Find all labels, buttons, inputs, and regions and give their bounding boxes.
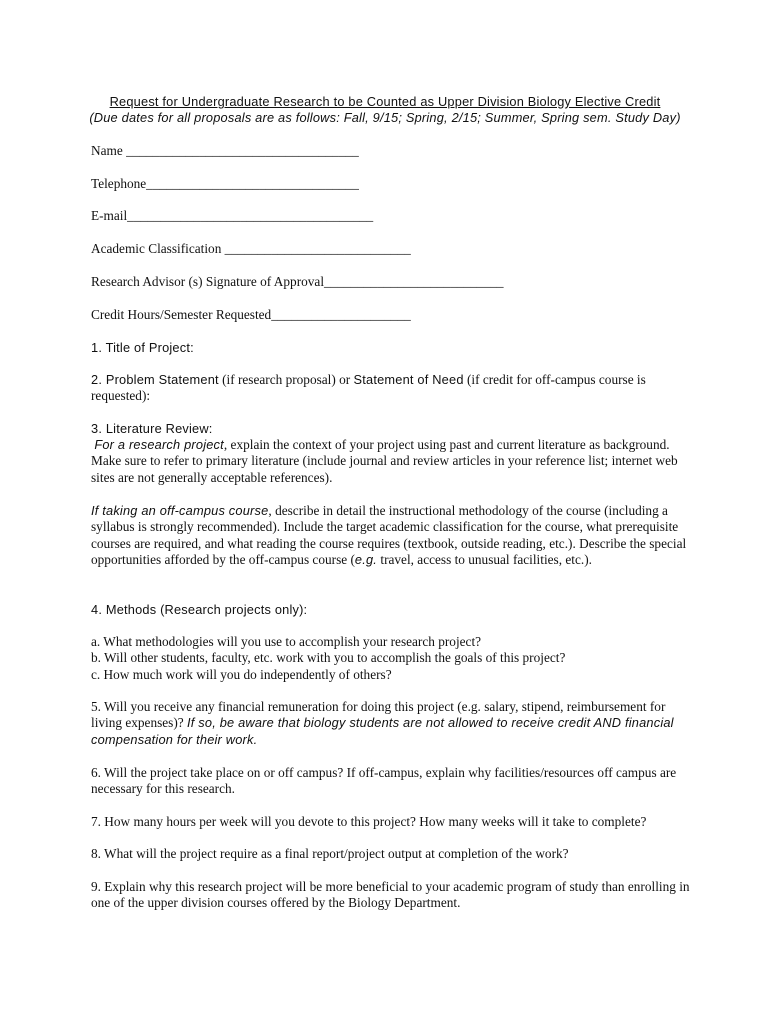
section-literature-review: 3. Literature Review: <box>91 421 213 436</box>
financial-question: 5. Will you receive any financial remuneration for doing this project (e.g. salary, stipend, reimbursement for living expenses)? <box>91 699 666 731</box>
financial-warning: If so, be aware that biology students are not allowed to receive credit AND financial compensation for their work. <box>91 715 674 747</box>
document-title: Request for Undergraduate Research to be Counted as Upper Division Biology Elective Credit <box>109 94 661 109</box>
literature-review-paragraph-2 <box>91 503 691 568</box>
section-hours-per-week: 7. How many hours per week will you devote to this project? How many weeks will it take to complete? <box>91 814 647 829</box>
section-problem-statement <box>91 372 691 405</box>
statement-of-need-label: Statement of Need <box>353 372 464 387</box>
telephone-field: Telephone________________________________ <box>91 176 359 191</box>
document-header <box>0 94 770 127</box>
literature-review-p1-text: , explain the context of your project using past and current literature as background. Make sure to refer to primary literature (include journal and review articles in your reference list; internet web sites are not generally acceptable references). <box>91 437 678 485</box>
email-field: E-mail_____________________________________ <box>91 208 374 223</box>
section-final-report: 8. What will the project require as a final report/project output at completion of the work? <box>91 846 569 861</box>
methods-question-a: a. What methodologies will you use to accomplish your research project? <box>91 634 482 649</box>
eg-abbrev: e.g. <box>354 551 378 567</box>
methods-question-b: b. Will other students, faculty, etc. work with you to accomplish the goals of this project? <box>91 650 566 666</box>
problem-statement-mid: (if research proposal) or <box>218 372 354 387</box>
academic-classification-field: Academic Classification ____________________________ <box>91 241 411 256</box>
credit-hours-field: Credit Hours/Semester Requested_____________________ <box>91 307 411 322</box>
name-field: Name ___________________________________ <box>91 143 359 158</box>
literature-review-p2-text: , describe in detail the instructional methodology of the course (including a syllabus is strongly recommended). Include the target academic classification for the course, what prerequisite courses are required, and what reading the course requires (textbook, outside reading, etc.). Describe the special opportunities afforded by the off-campus course ( <box>91 503 687 567</box>
section-financial-remuneration <box>91 699 691 748</box>
methods-question-c: c. How much work will you do independently of others? <box>91 666 392 682</box>
due-dates-note: (Due dates for all proposals are as follows: Fall, 9/15; Spring, 2/15; Summer, Spring sem. Study Day) <box>89 110 681 126</box>
research-project-lead: For a research project <box>94 437 224 452</box>
section-campus-location: 6. Will the project take place on or off campus? If off-campus, explain why facilities/resources off campus are necessary for this research. <box>91 765 677 797</box>
section-benefit-explanation: 9. Explain why this research project will be more beneficial to your academic program of study than enrolling in one of the upper division courses offered by the Biology Department. <box>91 879 690 911</box>
literature-review-p2-end: travel, access to unusual facilities, etc.). <box>377 551 592 567</box>
off-campus-course-lead: If taking an off-campus course <box>91 503 269 518</box>
problem-statement-rest: (if credit for off-campus course is requested): <box>91 372 646 404</box>
problem-statement-label: 2. Problem Statement <box>91 372 219 387</box>
section-title-of-project: 1. Title of Project: <box>91 340 194 355</box>
advisor-signature-field: Research Advisor (s) Signature of Approval___________________________ <box>91 274 504 289</box>
methods-questions <box>91 634 691 683</box>
literature-review-paragraph-1 <box>91 437 691 486</box>
section-methods: 4. Methods (Research projects only): <box>91 602 308 617</box>
